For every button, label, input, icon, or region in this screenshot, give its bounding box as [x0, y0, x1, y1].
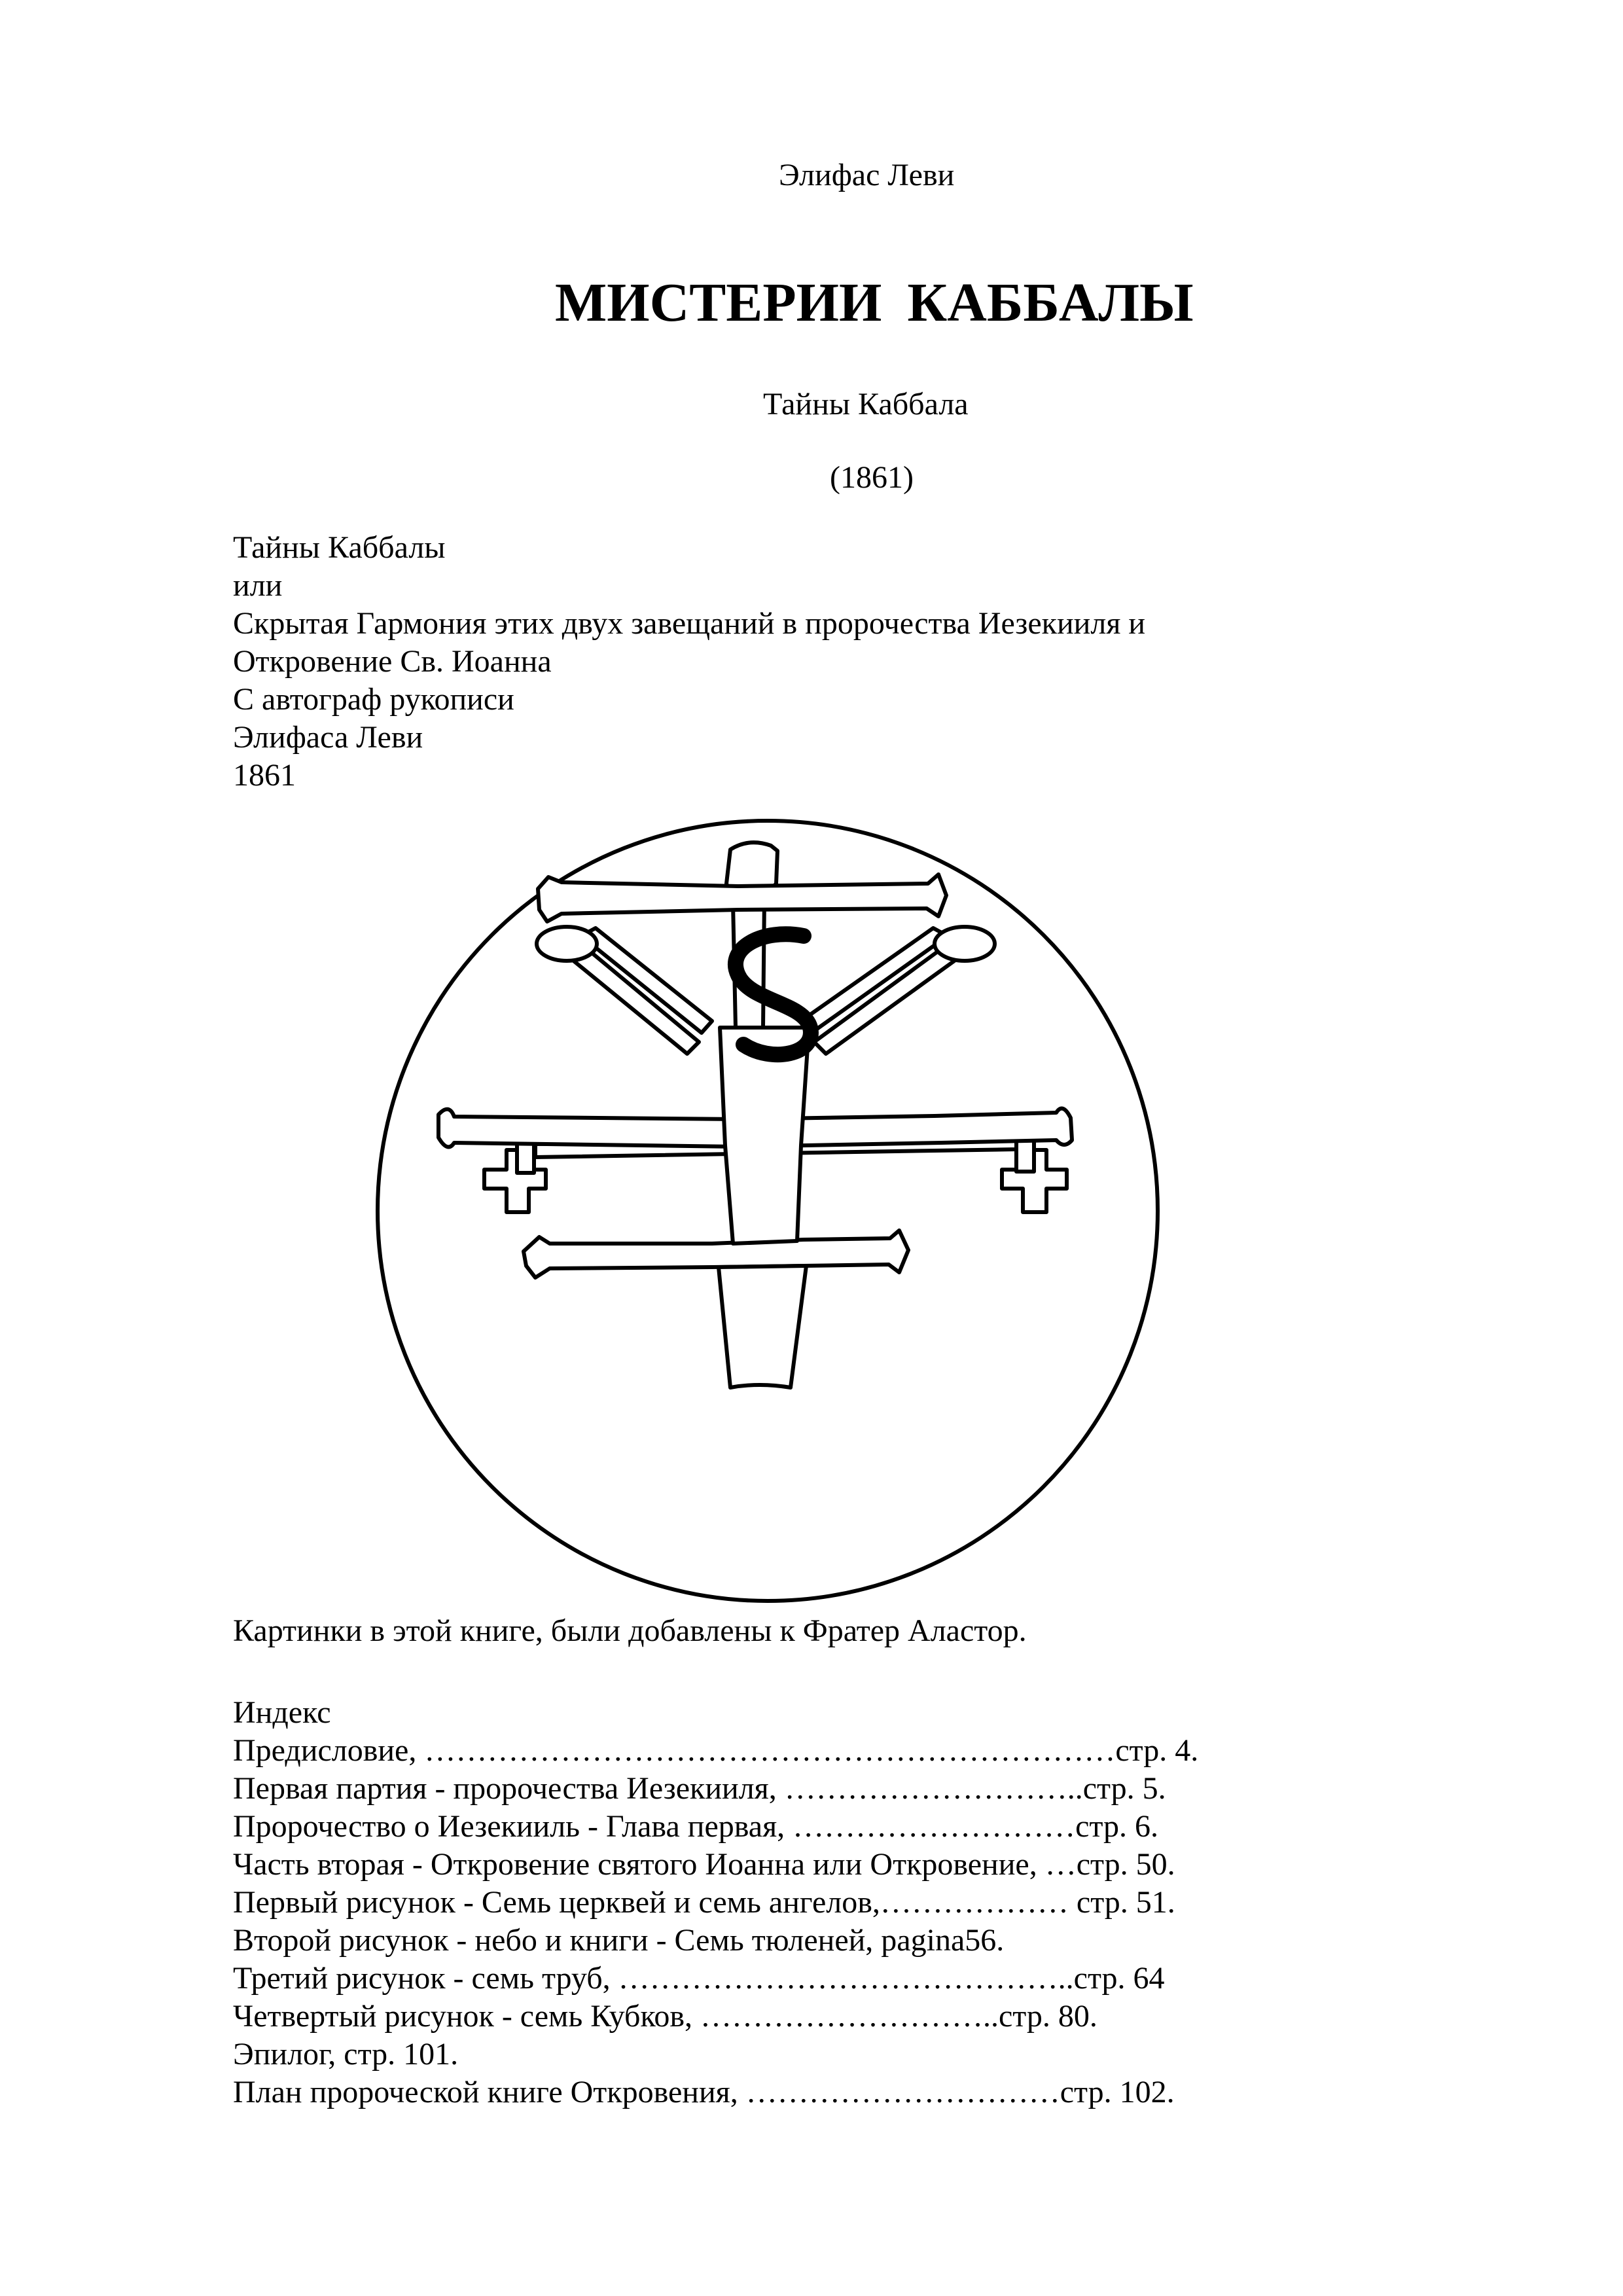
left-scroll — [537, 927, 597, 961]
title-block-line: или — [233, 568, 283, 603]
lower-arm — [524, 1230, 908, 1278]
title-block — [233, 529, 1145, 795]
index-entry: Первый рисунок - Семь церквей и семь ангелов,……………… стр. 51. — [233, 1885, 1175, 1920]
title-block-line: 1861 — [233, 758, 296, 793]
index-entry: Предисловие, …………………………………………………………стр. 4. — [233, 1733, 1199, 1768]
right-scroll — [935, 927, 995, 961]
index-entry: Третий рисунок - семь труб, ……………………………………..стр. 64 — [233, 1961, 1165, 1996]
index-entry: Четвертый рисунок - семь Кубков, ………………………..стр. 80. — [233, 1999, 1097, 2034]
title-block-line: Откровение Св. Иоанна — [233, 644, 552, 679]
index-entry: Первая партия - пророчества Иезекииля, ………………………..стр. 5. — [233, 1771, 1166, 1806]
left-hanger — [517, 1142, 534, 1173]
title-block-line: Элифаса Леви — [233, 720, 423, 755]
title-block-line: Скрытая Гармония этих двух завещаний в пророчества Иезекииля и — [233, 606, 1146, 641]
index-entry: Эпилог, стр. 101. — [233, 2037, 459, 2072]
author-name: Элифас Леви — [779, 158, 955, 192]
publication-year: (1861) — [830, 460, 914, 495]
kabbalistic-cross-emblem — [372, 812, 1164, 1610]
table-of-contents — [233, 1694, 1198, 2111]
index-entry: Второй рисунок - небо и книги - Семь тюленей, pagina56. — [233, 1923, 1005, 1958]
index-entry: Часть вторая - Откровение святого Иоанна или Откровение, …стр. 50. — [233, 1847, 1175, 1882]
index-heading: Индекс — [233, 1695, 331, 1730]
title-block-line: Тайны Каббалы — [233, 530, 446, 565]
index-entry: План пророческой книге Откровения, …………………………стр. 102. — [233, 2075, 1175, 2109]
image-credit: Картинки в этой книге, были добавлены к Фратер Аластор. — [233, 1613, 1027, 1648]
index-entry: Пророчество о Иезекииль - Глава первая, ………………………стр. 6. — [233, 1809, 1159, 1844]
book-subtitle: Тайны Каббала — [763, 387, 969, 422]
book-title: МИСТЕРИИ КАББАЛЫ — [555, 272, 1194, 333]
stem-bottom — [719, 1266, 806, 1388]
title-block-line: С автограф рукописи — [233, 682, 514, 717]
